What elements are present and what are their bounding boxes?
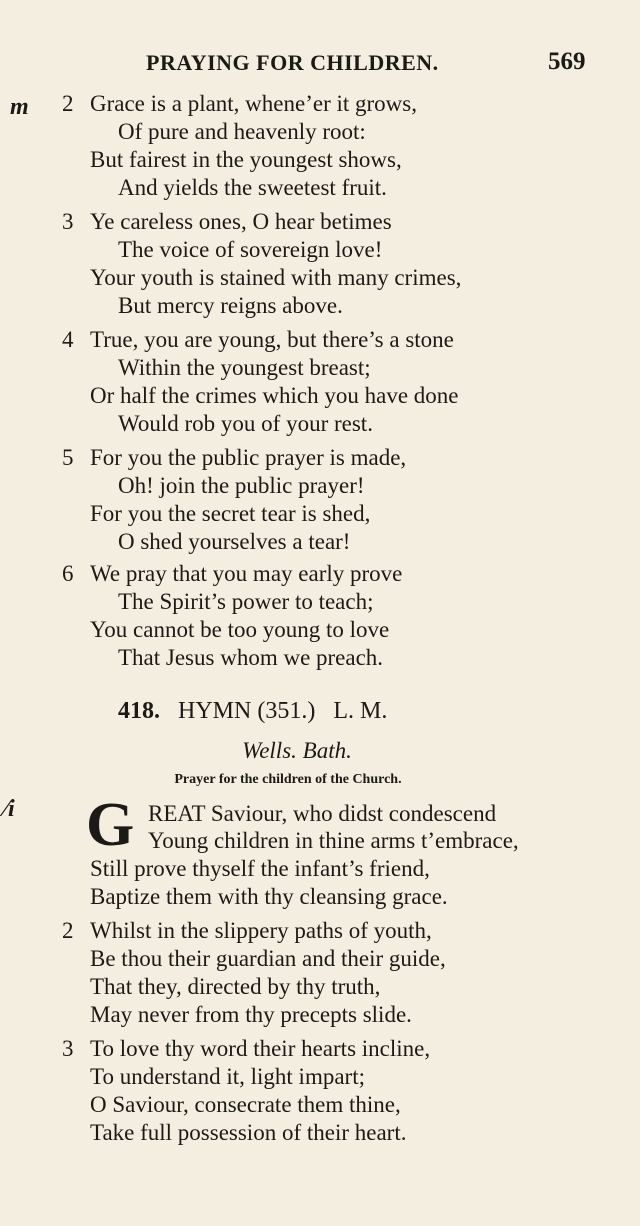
- verse-line: Within the youngest breast;: [118, 355, 371, 380]
- verse-line: But mercy reigns above.: [118, 293, 343, 318]
- verse-number: 5: [62, 445, 74, 470]
- verse-line: REAT Saviour, who didst condescend: [148, 801, 497, 826]
- hymn-subtitle-text: Prayer for the children of the Church.: [174, 772, 402, 787]
- verse-number: 3: [62, 1036, 74, 1061]
- hymn-number: 418.: [118, 698, 160, 724]
- page-number: 569: [548, 48, 586, 75]
- running-title: PRAYING FOR CHILDREN.: [146, 50, 439, 75]
- hymn-heading: [118, 698, 387, 725]
- verse-line: Your youth is stained with many crimes,: [90, 265, 462, 290]
- verse-line: True, you are young, but there’s a stone: [90, 327, 454, 352]
- tune-names-text: Wells. Bath.: [242, 738, 352, 763]
- verse-line: To understand it, light impart;: [90, 1064, 365, 1089]
- verse-line: Oh! join the public prayer!: [118, 473, 365, 498]
- verse-line: Ye careless ones, O hear betimes: [90, 209, 392, 234]
- tune-names: [0, 738, 640, 764]
- verse-line: Whilst in the slippery paths of youth,: [90, 918, 432, 943]
- drop-cap: G: [86, 791, 135, 859]
- verse-number: 4: [62, 327, 74, 352]
- verse-line: The voice of sovereign love!: [118, 237, 383, 262]
- verse-line: To love thy word their hearts incline,: [90, 1036, 431, 1061]
- verse-line: For you the secret tear is shed,: [90, 501, 371, 526]
- verse-line: We pray that you may early prove: [90, 561, 403, 586]
- verse-line: Young children in thine arms t’embrace,: [148, 828, 519, 853]
- hymn-meter: L. M.: [333, 698, 388, 724]
- verse-line: And yields the sweetest fruit.: [118, 175, 387, 200]
- verse-line: Or half the crimes which you have done: [90, 383, 459, 408]
- verse-line: For you the public prayer is made,: [90, 445, 407, 470]
- hymn-label: HYMN (351.): [178, 698, 316, 724]
- verse-line: Baptize them with thy cleansing grace.: [90, 884, 448, 909]
- verse-number: 2: [62, 91, 74, 116]
- margin-mark-m: m: [10, 94, 29, 120]
- margin-mark-i: ⁄i: [4, 796, 15, 822]
- hymn-subtitle: [0, 772, 640, 788]
- verse-line: You cannot be too young to love: [90, 617, 390, 642]
- verse-line: The Spirit’s power to teach;: [118, 589, 374, 614]
- verse-line: O Saviour, consecrate them thine,: [90, 1092, 401, 1117]
- verse-line: Grace is a plant, whene’er it grows,: [90, 91, 417, 116]
- page-header: [0, 50, 640, 80]
- verse-line: That Jesus whom we preach.: [118, 645, 384, 670]
- verse-line: Take full possession of their heart.: [90, 1120, 407, 1145]
- verse-line: Of pure and heavenly root:: [118, 119, 366, 144]
- verse-line: Be thou their guardian and their guide,: [90, 946, 446, 971]
- verse-line: O shed yourselves a tear!: [118, 529, 351, 554]
- verse-line: May never from thy precepts slide.: [90, 1002, 412, 1027]
- verse-number: 2: [62, 918, 74, 943]
- verse-line: Still prove thyself the infant’s friend,: [90, 856, 430, 881]
- verse-line: Would rob you of your rest.: [118, 411, 373, 436]
- verse-number: 6: [62, 561, 74, 586]
- verse-number: 3: [62, 209, 74, 234]
- verse-line: But fairest in the youngest shows,: [90, 147, 402, 172]
- verse-line: That they, directed by thy truth,: [90, 974, 381, 999]
